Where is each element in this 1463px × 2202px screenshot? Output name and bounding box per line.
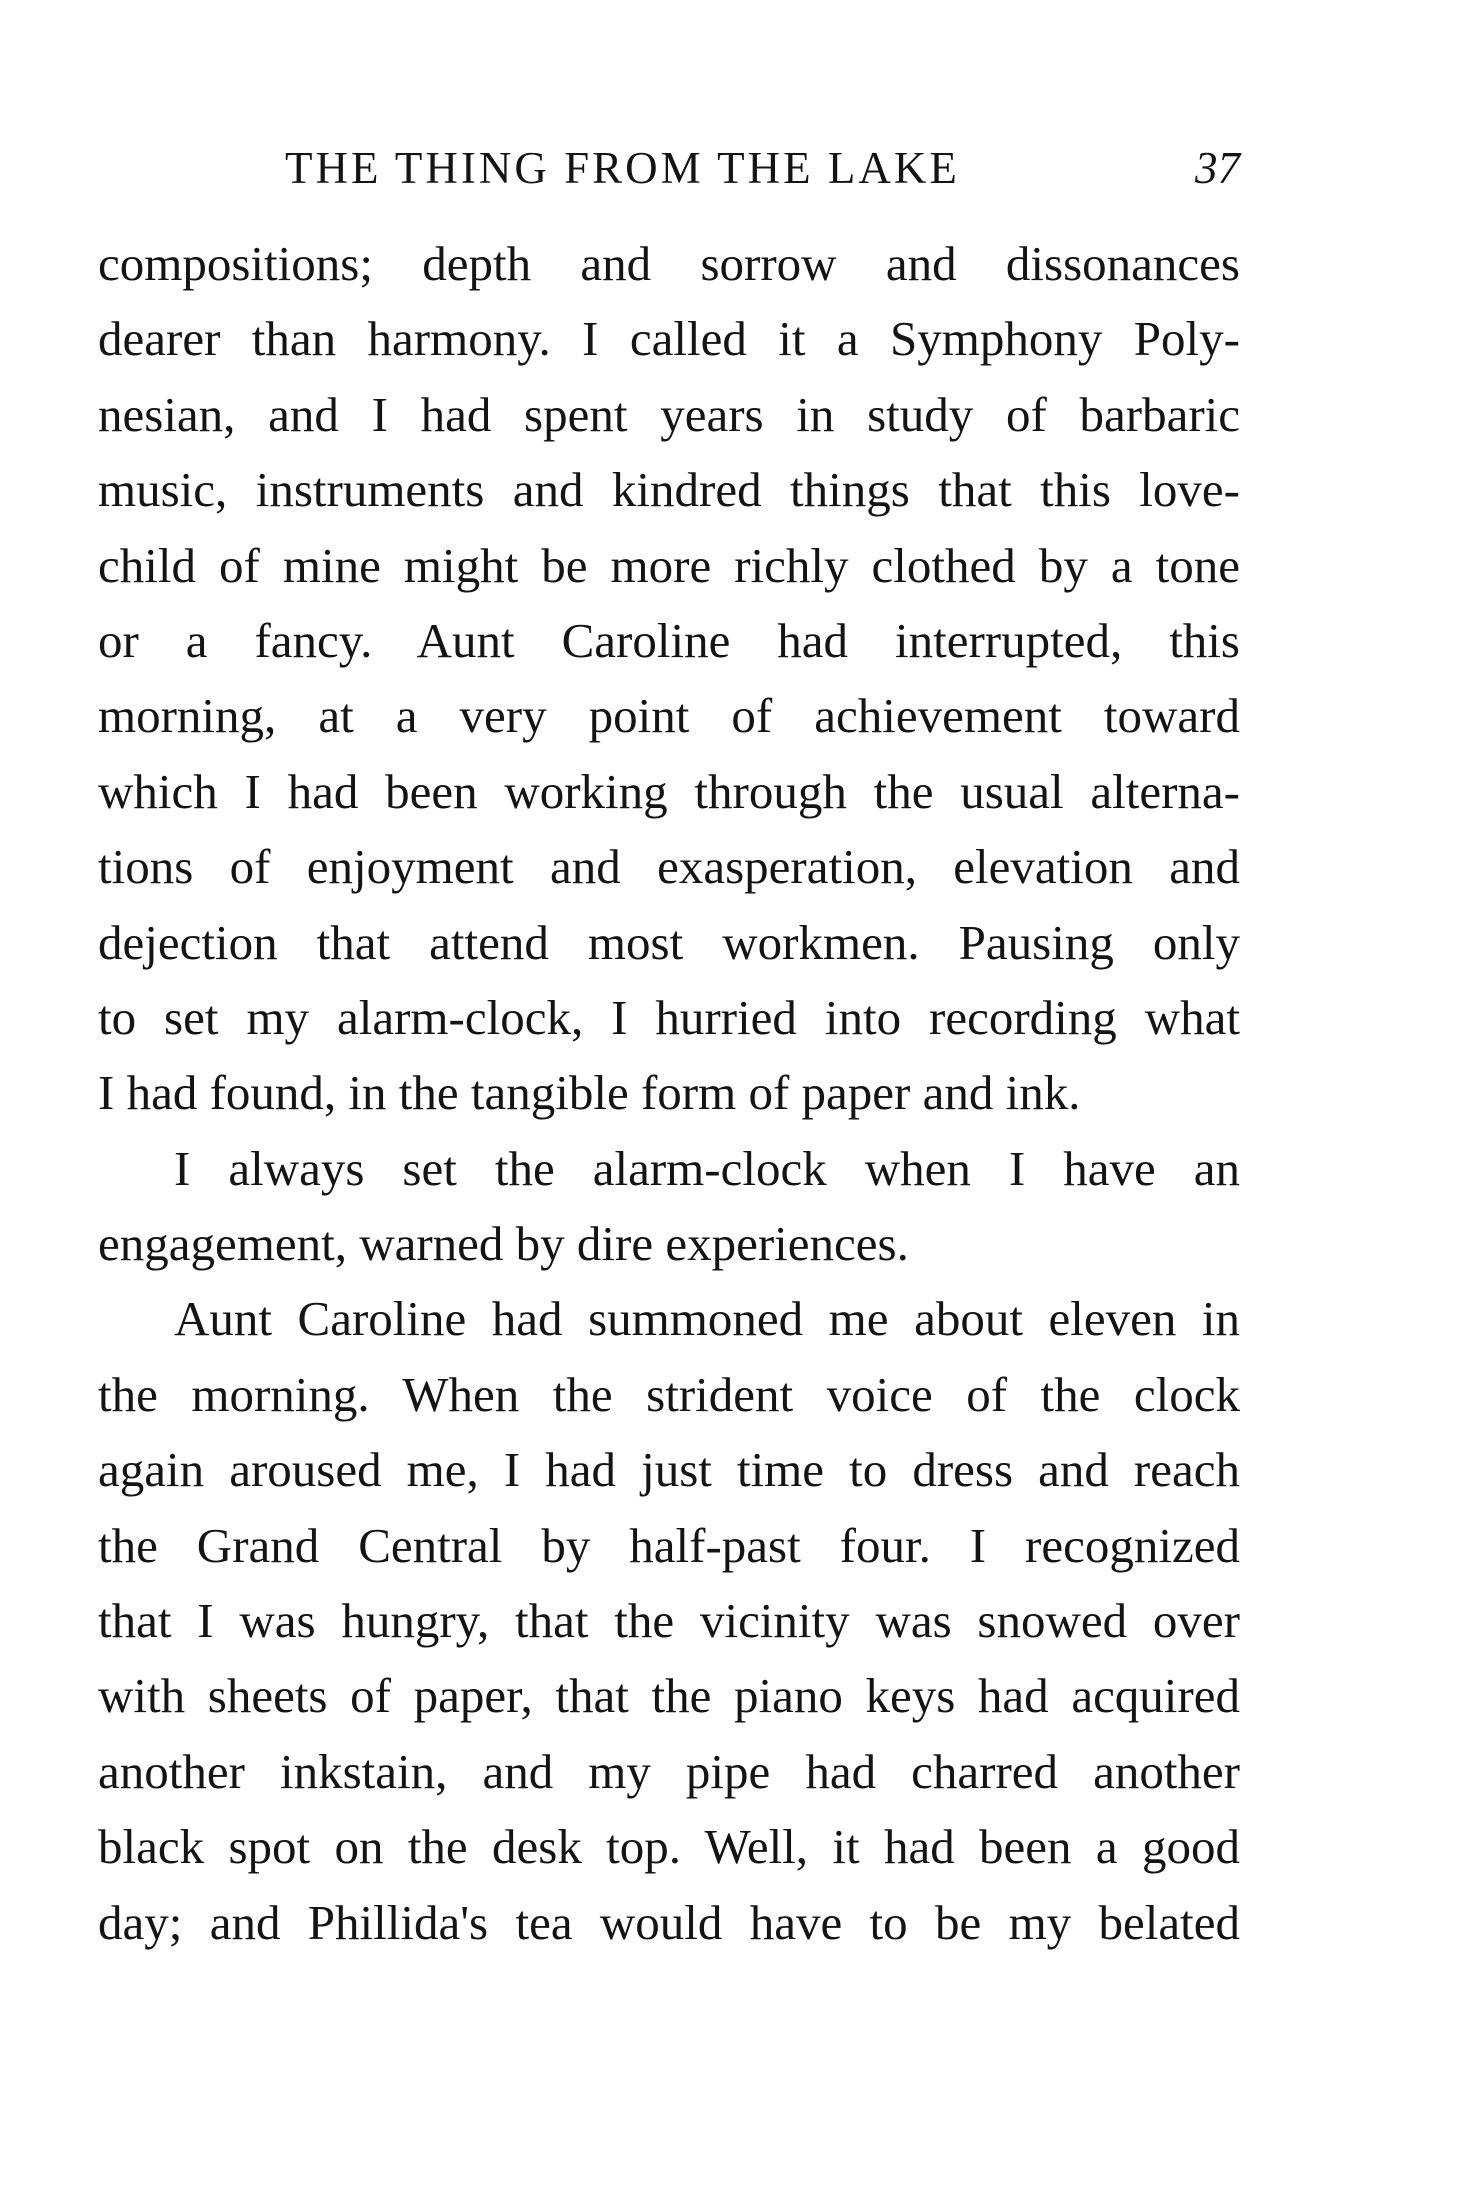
text-line: I had found, in the tangible form of paper and ink. [98, 1065, 1081, 1121]
text-line: that I was hungry, that the vicinity was snowed over [98, 1593, 1240, 1649]
text-line: the Grand Central by half-past four. I recognized [98, 1517, 1240, 1573]
page-number: 37 [1195, 143, 1240, 193]
running-title: THE THING FROM THE LAKE [285, 143, 960, 193]
text-line: or a fancy. Aunt Caroline had interrupted, this [98, 612, 1240, 668]
text-line: dearer than harmony. I called it a Symphony Poly- [98, 311, 1240, 367]
text-line: tions of enjoyment and exasperation, elevation and [98, 839, 1240, 895]
text-line: music, instruments and kindred things that this love- [98, 462, 1240, 518]
text-line: again aroused me, I had just time to dress and reach [98, 1442, 1240, 1498]
text-line: compositions; depth and sorrow and dissonances [98, 236, 1240, 291]
text-line: child of mine might be more richly clothed by a tone [98, 537, 1240, 593]
text-line: with sheets of paper, that the piano keys had acquired [98, 1668, 1240, 1724]
text-line: nesian, and I had spent years in study of barbaric [98, 386, 1240, 442]
body-text [98, 226, 1240, 1960]
paragraph-3 [98, 1281, 1240, 1960]
text-line: which I had been working through the usual alterna- [98, 763, 1240, 819]
text-line: dejection that attend most workmen. Pausing only [98, 914, 1240, 970]
paragraph-2 [98, 1131, 1240, 1282]
text-line: black spot on the desk top. Well, it had been a good [98, 1819, 1240, 1875]
running-head [98, 138, 1240, 198]
text-line: morning, at a very point of achievement toward [98, 688, 1240, 744]
paragraph-1 [98, 226, 1240, 1131]
text-line: another inkstain, and my pipe had charred another [98, 1743, 1240, 1799]
text-line: Aunt Caroline had summoned me about eleven in [174, 1291, 1240, 1347]
text-line: day; and Phillida's tea would have to be my belated [98, 1894, 1240, 1950]
text-line: I always set the alarm-clock when I have an [174, 1140, 1240, 1196]
text-line: engagement, warned by dire experiences. [98, 1216, 909, 1272]
text-line: the morning. When the strident voice of the clock [98, 1366, 1240, 1422]
text-line: to set my alarm-clock, I hurried into recording what [98, 989, 1240, 1045]
